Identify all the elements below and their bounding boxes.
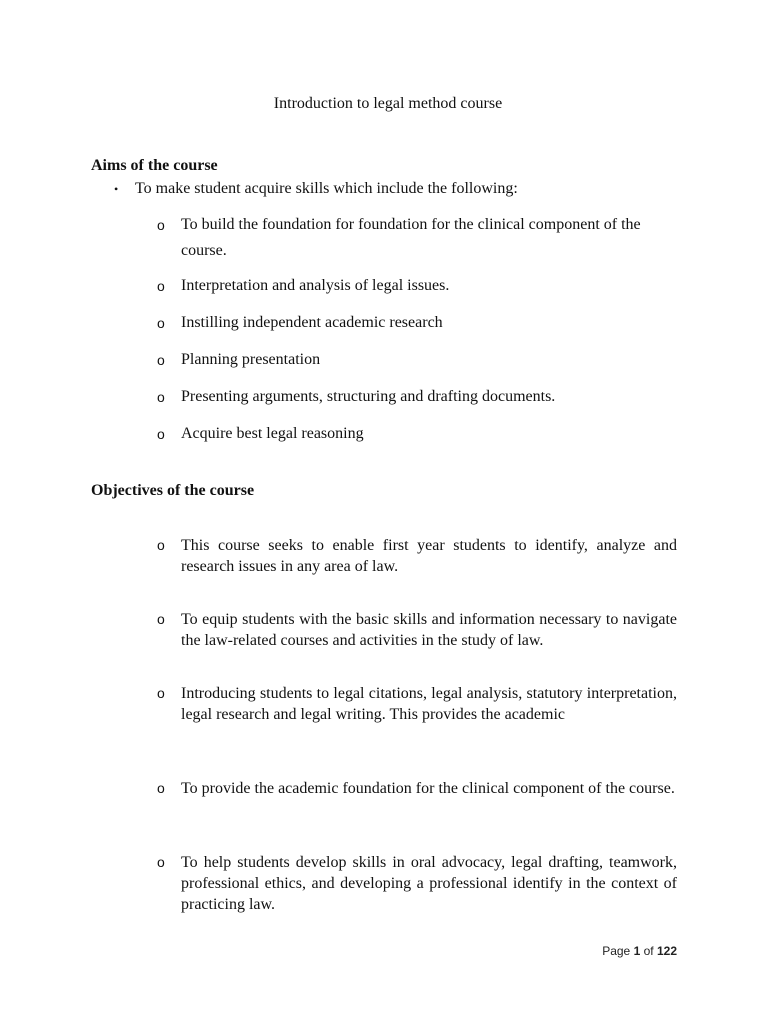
- aims-item-text: Planning presentation: [181, 351, 321, 368]
- circle-bullet-icon: o: [157, 537, 165, 553]
- objectives-item-text: Introducing students to legal citations, legal analysis, statutory interpretation, legal research and legal writing. This provides the academic: [181, 685, 677, 723]
- aims-heading: Aims of the course: [91, 157, 218, 174]
- circle-bullet-icon: o: [157, 315, 165, 331]
- circle-bullet-icon: o: [157, 780, 165, 796]
- circle-bullet-icon: o: [157, 217, 165, 233]
- objectives-item-text: This course seeks to enable first year students to identify, analyze and research issues in any area of law.: [181, 537, 677, 575]
- total-pages: 122: [656, 944, 677, 958]
- objectives-item-text: To provide the academic foundation for the clinical component of the course.: [181, 780, 675, 797]
- document-title: Introduction to legal method course: [273, 95, 503, 112]
- objectives-item-text: To equip students with the basic skills and information necessary to navigate the law-related courses and activities in the study of law.: [181, 611, 677, 649]
- circle-bullet-icon: o: [157, 426, 165, 442]
- page-footer: [560, 942, 677, 960]
- aims-item-text: Interpretation and analysis of legal issues.: [181, 277, 450, 294]
- aims-item-text: To build the foundation for foundation for the clinical component of the course.: [181, 216, 641, 259]
- objectives-heading: Objectives of the course: [91, 482, 255, 499]
- aims-item-text: Presenting arguments, structuring and drafting documents.: [181, 388, 556, 405]
- circle-bullet-icon: o: [157, 854, 165, 870]
- aims-item-text: Instilling independent academic research: [181, 314, 443, 331]
- page-label: Page: [602, 944, 631, 958]
- bullet-icon: •: [114, 182, 119, 196]
- aims-item-text: Acquire best legal reasoning: [181, 425, 364, 442]
- aims-bullet-text: To make student acquire skills which include the following:: [135, 180, 518, 197]
- objectives-item-text: To help students develop skills in oral advocacy, legal drafting, teamwork, professional ethics, and developing a professional identify in the context of practicing law.: [181, 854, 677, 913]
- of-label: of: [643, 944, 654, 958]
- circle-bullet-icon: o: [157, 389, 165, 405]
- circle-bullet-icon: o: [157, 352, 165, 368]
- circle-bullet-icon: o: [157, 685, 165, 701]
- page-number: 1: [633, 944, 641, 958]
- circle-bullet-icon: o: [157, 611, 165, 627]
- circle-bullet-icon: o: [157, 278, 165, 294]
